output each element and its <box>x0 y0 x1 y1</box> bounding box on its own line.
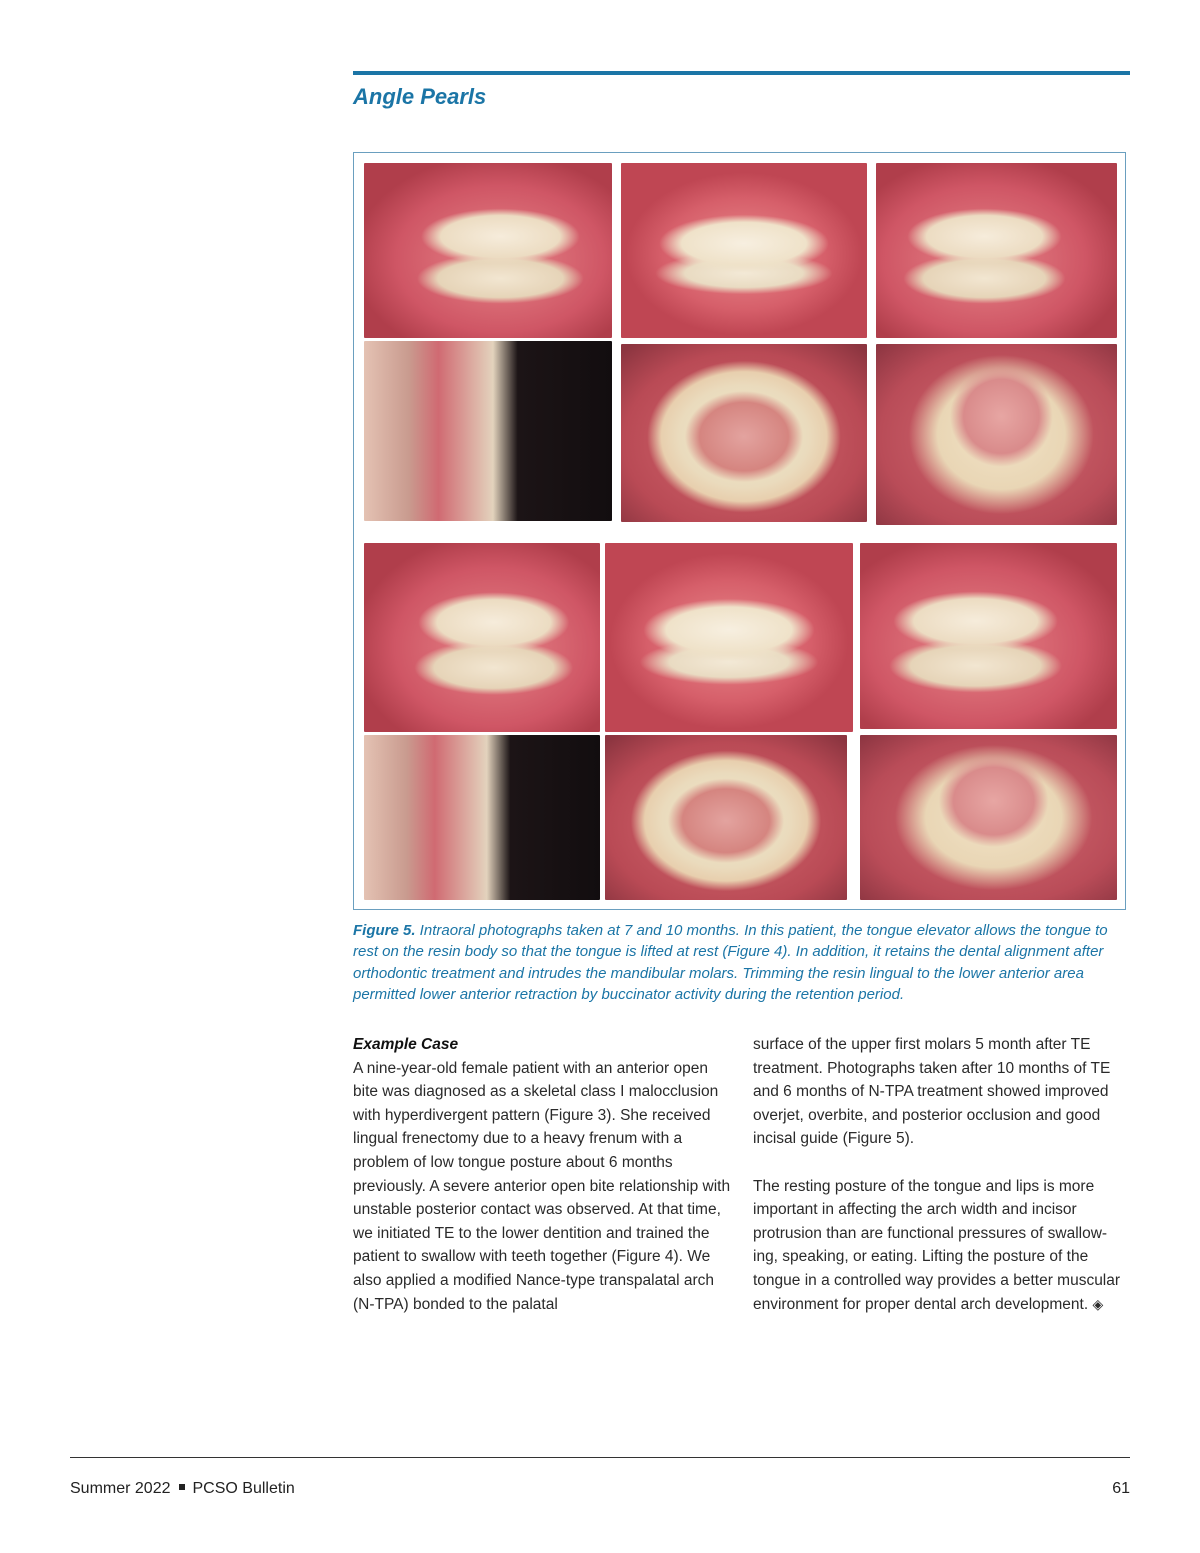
article-paragraph-text: The resting posture of the tongue and lips is more important in affecting the arch width and incisor protrusion than are functional pressures of swallow-ing, speaking, or eating. Lifting the posture of the tongue in a controlled way provides a better muscular environment for proper dental arch development. <box>753 1177 1121 1313</box>
article-column-right <box>753 1033 1131 1316</box>
photo-right-lateral-7mo <box>364 163 612 338</box>
article-paragraph: A nine-year-old female patient with an anterior open bite was diagnosed as a skeletal class I malocclusion with hyperdivergent pattern (Figure 3). She received lingual frenectomy due to a heavy frenum with a problem of low tongue posture about 6 months previously. A severe anterior open bite relationship with unstable posterior contact was observed. At that time, we initiated TE to the lower dentition and trained the patient to swallow with teeth together (Figure 4). We also applied a modified Nance-type transpalatal arch (N-TPA) bonded to the palatal <box>353 1059 731 1313</box>
photo-frontal-7mo <box>621 163 867 338</box>
end-of-article-icon: ◈ <box>1092 1295 1104 1312</box>
figure-caption <box>353 920 1130 1005</box>
photo-profile-10mo <box>364 735 600 900</box>
footer-rule <box>70 1457 1130 1458</box>
article-paragraph-final <box>753 1175 1131 1317</box>
photo-frontal-10mo <box>605 543 853 732</box>
photo-left-lateral-10mo <box>860 543 1117 729</box>
footer-publication <box>70 1480 295 1498</box>
article-heading: Example Case <box>353 1036 459 1053</box>
section-title: Angle Pearls <box>353 84 487 109</box>
page-number: 61 <box>1112 1480 1130 1497</box>
figure-caption-text: Intraoral photographs taken at 7 and 10 months. In this patient, the tongue elevator allows the tongue to rest on the resin body so that the tongue is lifted at rest (Figure 4). In addition, it retains the dental alignment after orthodontic treatment and intrudes the mandibular molars. Trimming the resin lingual to the lower anterior area permitted lower anterior retraction by buccinator activity during the retention period. <box>353 922 1108 1003</box>
footer-publication-name: PCSO Bulletin <box>192 1480 295 1497</box>
photo-right-lateral-10mo <box>364 543 600 732</box>
figure-caption-label: Figure 5. <box>353 922 416 939</box>
photo-lower-occlusal-10mo <box>860 735 1117 900</box>
footer-season: Summer 2022 <box>70 1480 171 1497</box>
photo-lower-occlusal-7mo <box>876 344 1117 525</box>
article-column-left <box>353 1033 731 1316</box>
photo-profile-7mo <box>364 341 612 521</box>
figure-5-photo-grid <box>353 152 1126 910</box>
article-paragraph: surface of the upper first molars 5 month after TE treatment. Photographs taken after 10 months of TE and 6 months of N-TPA treatment showed improved overjet, overbite, and posterior occlusion and good incisal guide (Figure 5). <box>753 1036 1111 1148</box>
photo-left-lateral-7mo <box>876 163 1117 338</box>
header-rule <box>353 71 1130 75</box>
photo-upper-occlusal-10mo <box>605 735 847 900</box>
square-bullet-icon <box>179 1484 185 1490</box>
photo-upper-occlusal-7mo <box>621 344 867 522</box>
